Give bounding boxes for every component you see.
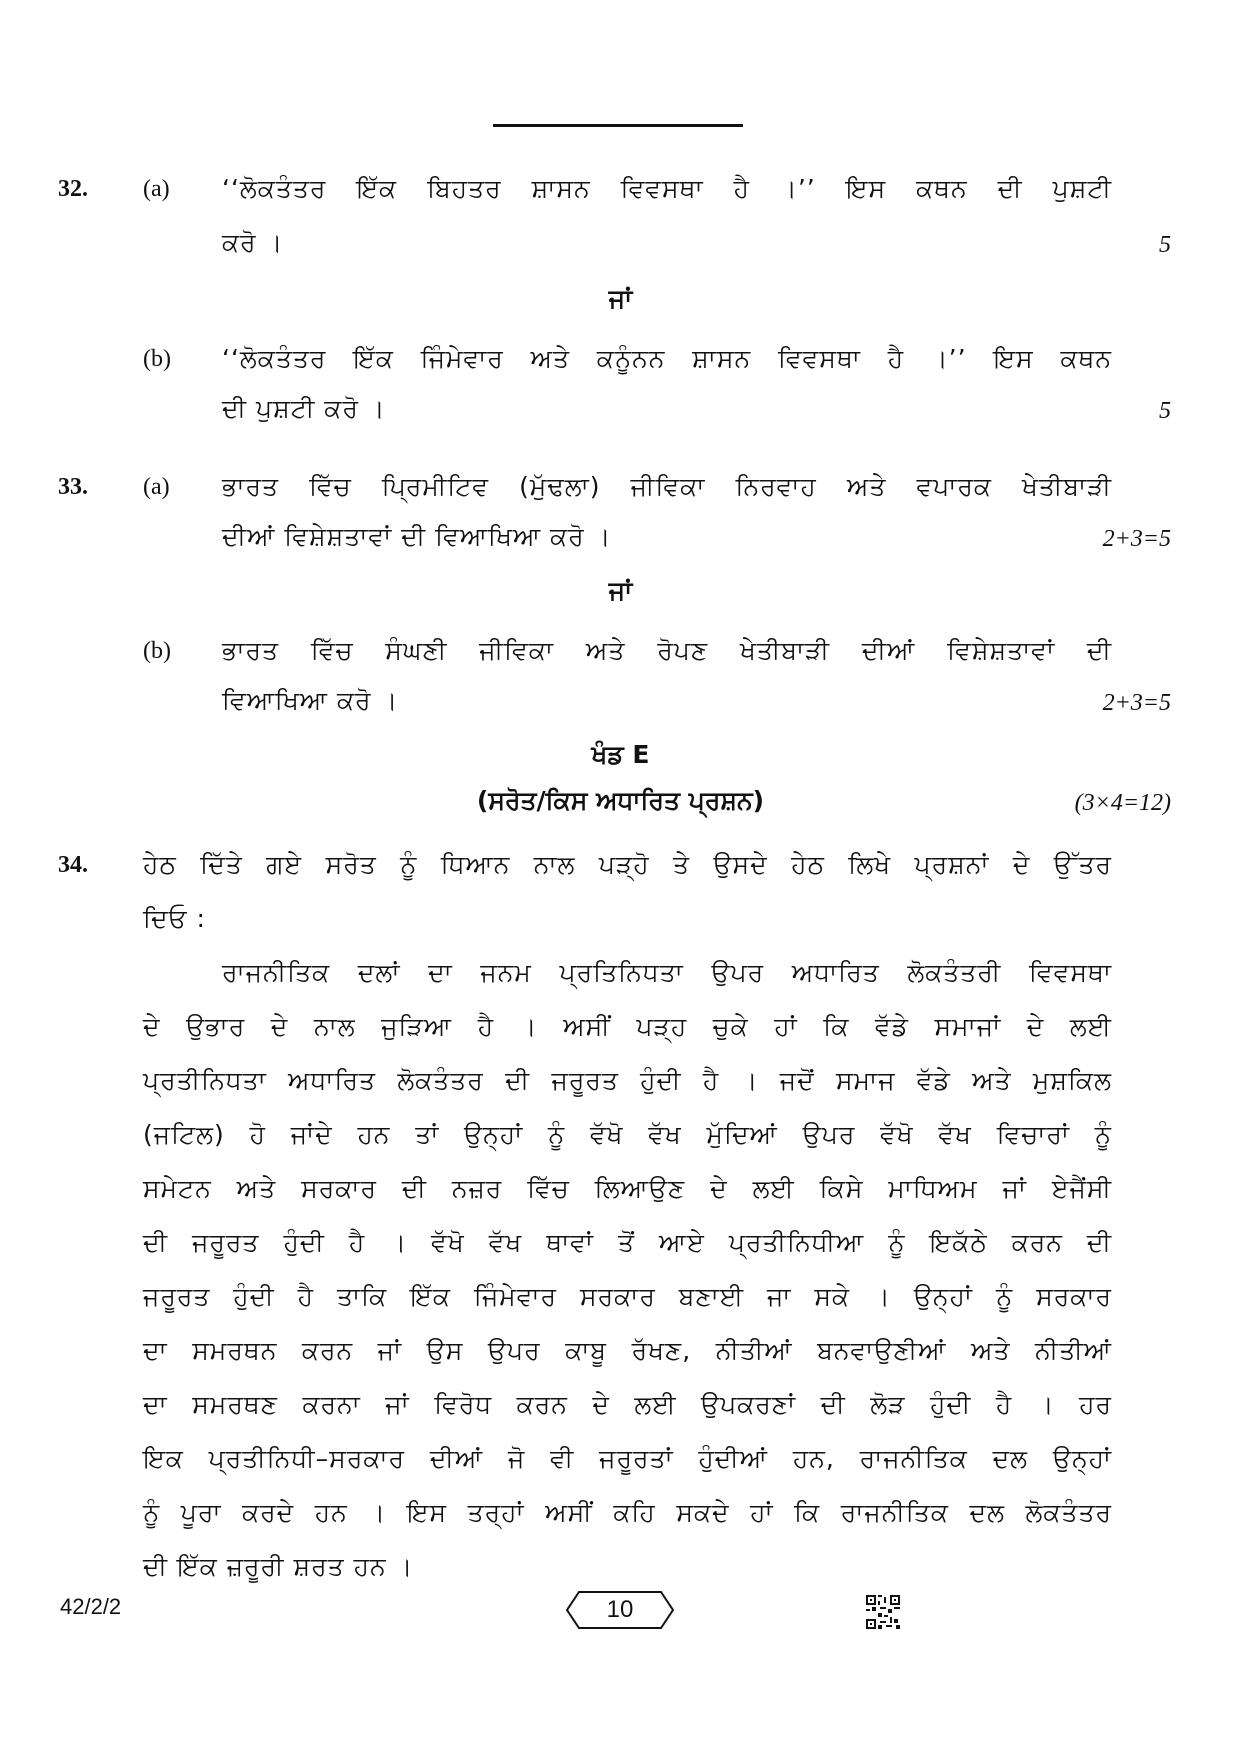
question-number-34: 34.	[58, 852, 88, 878]
q33-a-line-1: ਭਾਰਤ ਵਿੱਚ ਪ੍ਰਿਮੀਟਿਵ (ਮੁੱਢਲਾ) ਜੀਵਿਕਾ ਨਿਰਵਾਹ ਅਤੇ ਵਪਾਰਕ ਖੇਤੀਬਾੜੀ	[222, 472, 1112, 501]
passage-line: ਸਮੇਟਨ ਅਤੇ ਸਰਕਾਰ ਦੀ ਨਜ਼ਰ ਵਿੱਚ ਲਿਆਉਣ ਦੇ ਲਈ ਕਿਸੇ ਮਾਧਿਅਮ ਜਾਂ ਏਜੈਂਸੀ	[143, 1174, 1112, 1203]
question-number-32: 32.	[58, 176, 88, 202]
section-title: ਖੰਡ E	[591, 740, 650, 769]
q33-a-label: (a)	[143, 474, 170, 500]
paper-code: 42/2/2	[60, 1594, 122, 1619]
passage-line: ਦੀ ਜਰੂਰਤ ਹੁੰਦੀ ਹੈ । ਵੱਖੋ ਵੱਖ ਥਾਵਾਂ ਤੋਂ ਆਏ ਪ੍ਰਤੀਨਿਧੀਆ ਨੂੰ ਇਕੱਠੇ ਕਰਨ ਦੀ	[143, 1228, 1112, 1257]
page-number-badge	[565, 1590, 675, 1630]
top-divider	[493, 124, 743, 127]
q33-b-line-2: ਵਿਆਖਿਆ ਕਰੋ ।	[222, 686, 399, 715]
passage-line: ਨੂੰ ਪੂਰਾ ਕਰਦੇ ਹਨ । ਇਸ ਤਰ੍ਹਾਂ ਅਸੀਂ ਕਹਿ ਸਕਦੇ ਹਾਂ ਕਿ ਰਾਜਨੀਤਿਕ ਦਲ ਲੋਕਤੰਤਰ	[143, 1498, 1112, 1527]
q34-intro-line-2: ਦਿਓ :	[143, 904, 206, 933]
q33-b-label: (b)	[143, 638, 171, 664]
q33-or: ਜਾਂ	[608, 576, 633, 605]
q32-b-label: (b)	[143, 346, 171, 372]
passage-line: ਜਰੂਰਤ ਹੁੰਦੀ ਹੈ ਤਾਕਿ ਇੱਕ ਜਿੰਮੇਵਾਰ ਸਰਕਾਰ ਬਣਾਈ ਜਾ ਸਕੇ । ਉਨ੍ਹਾਂ ਨੂੰ ਸਰਕਾਰ	[143, 1282, 1112, 1311]
q32-a-marks: 5	[1159, 232, 1171, 258]
qr-code-icon	[866, 1595, 900, 1629]
q33-b-line-1: ਭਾਰਤ ਵਿੱਚ ਸੰਘਣੀ ਜੀਵਿਕਾ ਅਤੇ ਰੋਪਣ ਖੇਤੀਬਾੜੀ ਦੀਆਂ ਵਿਸ਼ੇਸ਼ਤਾਵਾਂ ਦੀ	[222, 636, 1112, 665]
passage-line: ਦਾ ਸਮਰਥਨ ਕਰਨ ਜਾਂ ਉਸ ਉਪਰ ਕਾਬੂ ਰੱਖਣ, ਨੀਤੀਆਂ ਬਨਵਾਉਣੀਆਂ ਅਤੇ ਨੀਤੀਆਂ	[143, 1336, 1112, 1365]
section-marks: (3×4=12)	[1074, 790, 1171, 816]
passage-line: (ਜਟਿਲ) ਹੋ ਜਾਂਦੇ ਹਨ ਤਾਂ ਉਨ੍ਹਾਂ ਨੂੰ ਵੱਖੋ ਵੱਖ ਮੁੱਦਿਆਂ ਉਪਰ ਵੱਖੋ ਵੱਖ ਵਿਚਾਰਾਂ ਨੂੰ	[143, 1120, 1112, 1149]
passage-line: ਰਾਜਨੀਤਿਕ ਦਲਾਂ ਦਾ ਜਨਮ ਪ੍ਰਤਿਨਿਧਤਾ ਉਪਰ ਅਧਾਰਿਤ ਲੋਕਤੰਤਰੀ ਵਿਵਸਥਾ	[222, 958, 1112, 987]
q32-or: ਜਾਂ	[608, 284, 633, 313]
passage-line: ਇਕ ਪ੍ਰਤੀਨਿਧੀ–ਸਰਕਾਰ ਦੀਆਂ ਜੋ ਵੀ ਜਰੂਰਤਾਂ ਹੁੰਦੀਆਂ ਹਨ, ਰਾਜਨੀਤਿਕ ਦਲ ਉਨ੍ਹਾਂ	[143, 1444, 1112, 1473]
q34-intro-line-1: ਹੇਠ ਦਿੱਤੇ ਗਏ ਸਰੋਤ ਨੂੰ ਧਿਆਨ ਨਾਲ ਪੜ੍ਹੋ ਤੇ ਉਸਦੇ ਹੇਠ ਲਿਖੇ ਪ੍ਰਸ਼ਨਾਂ ਦੇ ਉੱਤਰ	[143, 850, 1112, 879]
page-number: 10	[606, 1596, 634, 1623]
q33-b-marks: 2+3=5	[1102, 690, 1171, 716]
q32-b-line-1: ‘‘ਲੋਕਤੰਤਰ ਇੱਕ ਜਿੰਮੇਵਾਰ ਅਤੇ ਕਨੂੰਨਨ ਸ਼ਾਸਨ ਵਿਵਸਥਾ ਹੈ ।’’ ਇਸ ਕਥਨ	[222, 344, 1112, 373]
q33-a-line-2: ਦੀਆਂ ਵਿਸ਼ੇਸ਼ਤਾਵਾਂ ਦੀ ਵਿਆਖਿਆ ਕਰੋ ।	[222, 522, 612, 551]
question-number-33: 33.	[58, 474, 88, 500]
q32-a-line-2: ਕਰੋ ।	[222, 228, 284, 257]
passage-line: ਪ੍ਰਤੀਨਿਧਤਾ ਅਧਾਰਿਤ ਲੋਕਤੰਤਰ ਦੀ ਜਰੂਰਤ ਹੁੰਦੀ ਹੈ । ਜਦੋਂ ਸਮਾਜ ਵੱਡੇ ਅਤੇ ਮੁਸ਼ਕਿਲ	[143, 1066, 1112, 1095]
passage-line: ਦੇ ਉਭਾਰ ਦੇ ਨਾਲ ਜੁੜਿਆ ਹੈ । ਅਸੀਂ ਪੜ੍ਹ ਚੁਕੇ ਹਾਂ ਕਿ ਵੱਡੇ ਸਮਾਜਾਂ ਦੇ ਲਈ	[143, 1012, 1112, 1041]
q32-b-line-2: ਦੀ ਪੁਸ਼ਟੀ ਕਰੋ ।	[222, 394, 386, 423]
q32-a-label: (a)	[143, 176, 170, 202]
section-subtitle: (ਸਰੋਤ/ਕਿਸ ਅਧਾਰਿਤ ਪ੍ਰਸ਼ਨ)	[476, 786, 765, 815]
q32-b-marks: 5	[1159, 398, 1171, 424]
q32-a-line-1: ‘‘ਲੋਕਤੰਤਰ ਇੱਕ ਬਿਹਤਰ ਸ਼ਾਸਨ ਵਿਵਸਥਾ ਹੈ ।’’ ਇਸ ਕਥਨ ਦੀ ਪੁਸ਼ਟੀ	[222, 174, 1112, 203]
passage-line: ਦਾ ਸਮਰਥਣ ਕਰਨਾ ਜਾਂ ਵਿਰੋਧ ਕਰਨ ਦੇ ਲਈ ਉਪਕਰਣਾਂ ਦੀ ਲੋੜ ਹੁੰਦੀ ਹੈ । ਹਰ	[143, 1390, 1112, 1419]
passage-line: ਦੀ ਇੱਕ ਜ਼ਰੂਰੀ ਸ਼ਰਤ ਹਨ ।	[143, 1552, 414, 1581]
q33-a-marks: 2+3=5	[1102, 526, 1171, 552]
